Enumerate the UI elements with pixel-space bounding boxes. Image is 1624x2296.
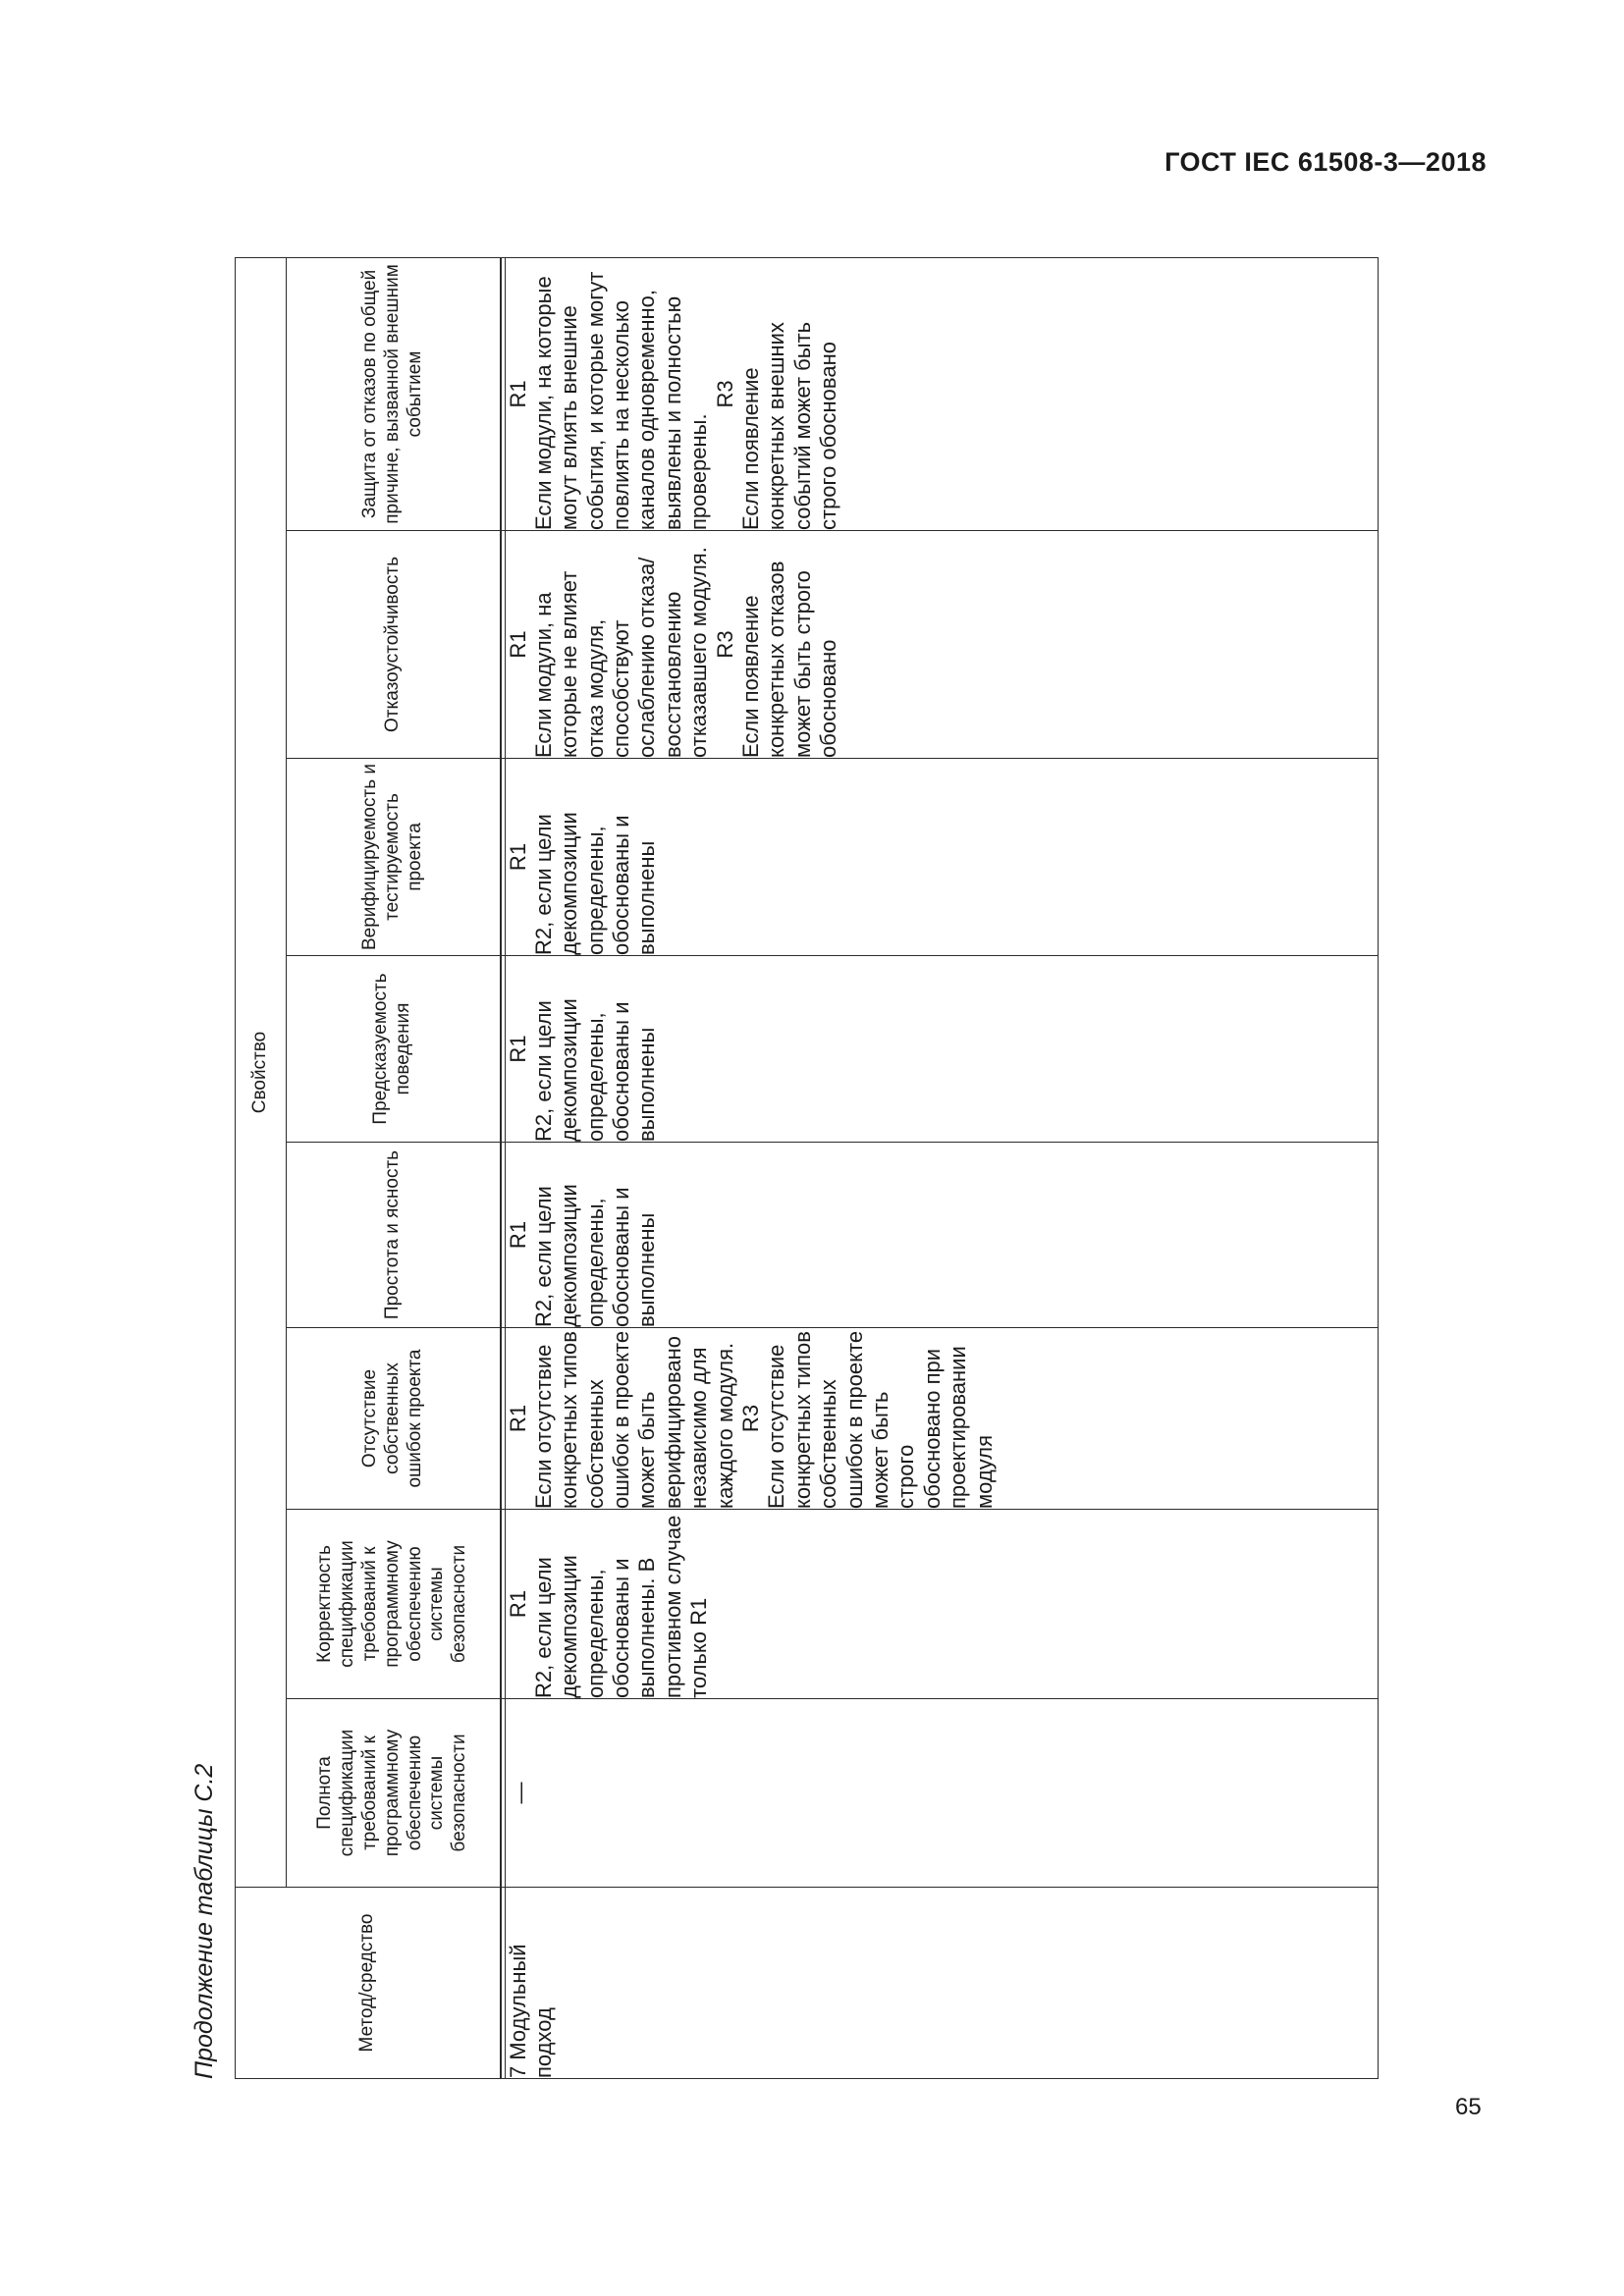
cell-rating: R1 (505, 1589, 530, 1619)
cell-text: Если появление конкретных внешних событий может быть строго обосновано (738, 321, 841, 530)
method-header: Метод/средство (236, 1888, 501, 2079)
column-header: Верифицируемость и тестируемость проекта (287, 759, 501, 956)
cell-text: Если отсутствие конкретных типов собственных ошибок в проекте может быть верифицировано независимо для каждого модуля. (530, 1330, 737, 1509)
cell-text: Если отсутствие конкретных типов собственных ошибок в проекте может быть строго обосновано при проектировании модуля (764, 1330, 997, 1509)
cell-text: R2, если цели декомпозиции определены, обоснованы и выполнены. В противном случае только R1 (530, 1515, 712, 1698)
cell-rating: R1 (505, 842, 530, 872)
cell-rating: R3 (738, 1404, 764, 1433)
column-header: Защита от отказов по общей причине, вызванной внешним событием (287, 257, 501, 530)
column-header: Предсказуемость поведения (287, 956, 501, 1143)
table-caption: Продолжение таблицы С.2 (190, 1763, 218, 2079)
page-number: 65 (1455, 2094, 1482, 2120)
cell-rating: R1 (505, 1220, 530, 1250)
table-cell (505, 257, 1379, 530)
column-header: Полнота спецификации требований к программному обеспечению системы безопасности (287, 1699, 501, 1888)
table-cell (505, 531, 1379, 759)
rotated-table-block (189, 258, 1379, 2079)
table-cell (505, 759, 1379, 956)
standard-code: ГОСТ IEC 61508-3—2018 (1164, 147, 1487, 177)
column-header: Отсутствие собственных ошибок проекта (287, 1328, 501, 1510)
properties-table (235, 257, 1379, 2079)
cell-text: Если модули, на которые не влияет отказ модуля, способствуют ослаблению отказа/восстановлению отказавшего модуля. (530, 547, 712, 758)
cell-rating: R1 (505, 1035, 530, 1063)
cell-rating: R1 (505, 380, 530, 408)
cell-text: R2, если цели декомпозиции определены, обоснованы и выполнены (530, 998, 660, 1142)
table-cell (505, 1699, 1379, 1888)
cell-text: Если модули, на которые могут влиять внешние события, и которые могут повлиять на несколько каналов одновременно, выявлены и полностью проверены. (530, 271, 712, 530)
table-cell (505, 1143, 1379, 1328)
cell-text: Если появление конкретных отказов может быть строго обосновано (738, 561, 841, 758)
column-header: Простота и ясность (287, 1143, 501, 1328)
table-cell (505, 956, 1379, 1143)
table-cell (505, 1510, 1379, 1699)
cell-text: R2, если цели декомпозиции определены, обоснованы и выполнены (530, 1184, 660, 1327)
cell-rating: — (507, 1782, 532, 1804)
group-header: Свойство (236, 257, 287, 1887)
cell-rating: R3 (712, 630, 737, 659)
table-cell (505, 1328, 1379, 1510)
cell-rating: R1 (505, 630, 530, 659)
cell-rating: R1 (505, 1404, 530, 1433)
column-header: Отказоустойчивость (287, 531, 501, 759)
table-wrap (235, 258, 1379, 2079)
cell-rating: R3 (712, 380, 737, 408)
cell-text: R2, если цели декомпозиции определены, обоснованы и выполнены (530, 812, 660, 955)
column-header: Корректность спецификации требований к программному обеспечению системы безопасности (287, 1510, 501, 1699)
method-cell: 7 Модульный подход (505, 1888, 1379, 2079)
